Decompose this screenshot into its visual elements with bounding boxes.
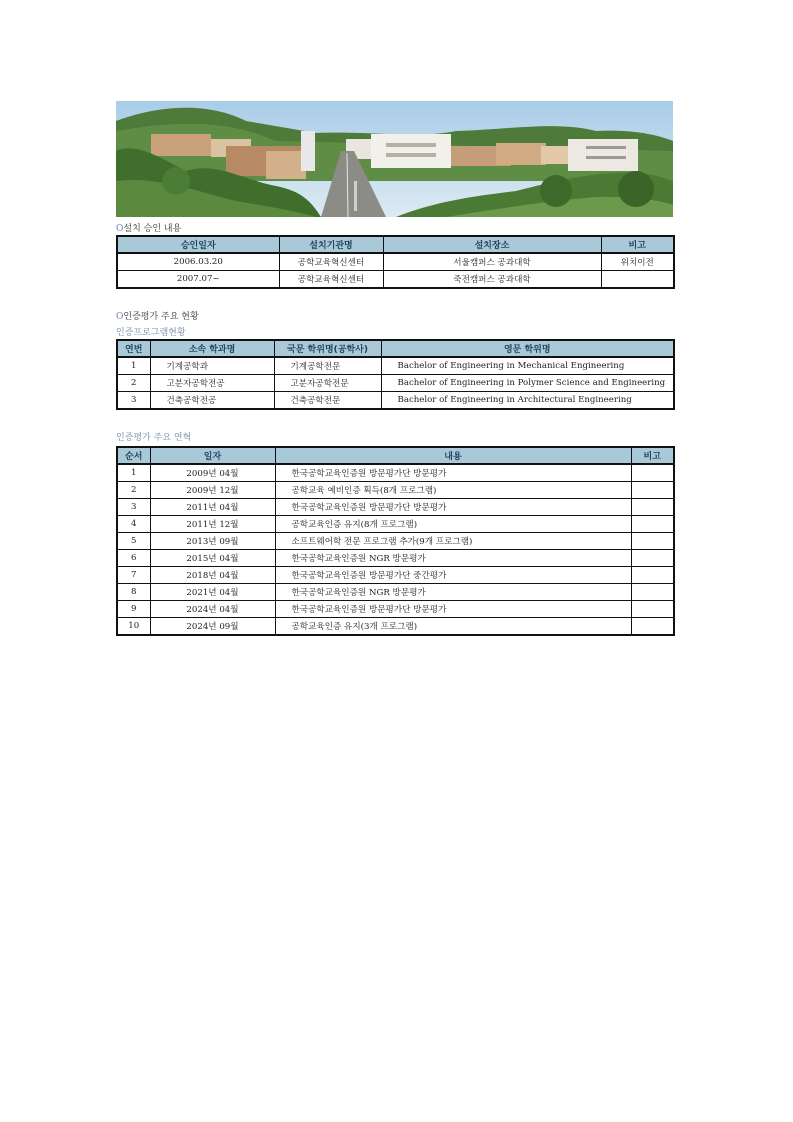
bullet-marker: O — [116, 312, 124, 322]
table-cell: 3 — [117, 392, 150, 410]
table-cell: 공학교육 예비인증 획득(8개 프로그램) — [275, 482, 631, 499]
column-header: 영문 학위명 — [381, 340, 674, 357]
table-cell: 9 — [117, 601, 150, 618]
table-row — [117, 499, 674, 516]
column-header: 순서 — [117, 447, 150, 464]
section1-caption — [116, 223, 673, 235]
table-cell: 공학교육인증 유지(8개 프로그램) — [275, 516, 631, 533]
column-header: 내용 — [275, 447, 631, 464]
certified-programs-table — [116, 339, 675, 410]
table-row — [117, 392, 674, 410]
table-cell: 공학교육혁신센터 — [279, 253, 383, 271]
column-header: 연번 — [117, 340, 150, 357]
table-cell — [631, 567, 674, 584]
table-cell: 건축공학전공 — [150, 392, 274, 410]
table-cell: 2018년 04월 — [150, 567, 275, 584]
table-cell: 2 — [117, 375, 150, 392]
section3-title: 인증평가 주요 연혁 — [116, 433, 192, 443]
table-cell: 1 — [117, 464, 150, 482]
bullet-marker: O — [116, 224, 124, 234]
table-cell — [631, 516, 674, 533]
table-cell — [631, 618, 674, 636]
table-cell: 2011년 04월 — [150, 499, 275, 516]
column-header: 소속 학과명 — [150, 340, 274, 357]
section2-subtitle: 인증프로그램현황 — [116, 328, 186, 338]
table-cell: 2006.03.20 — [117, 253, 279, 271]
table-cell: 공학교육인증 유지(3개 프로그램) — [275, 618, 631, 636]
table-cell: 한국공학교육인증원 방문평가단 중간평가 — [275, 567, 631, 584]
table-cell: 2024년 09월 — [150, 618, 275, 636]
table-cell: 한국공학교육인증원 방문평가단 방문평가 — [275, 601, 631, 618]
table-cell: 4 — [117, 516, 150, 533]
table-cell: 2009년 04월 — [150, 464, 275, 482]
table-row — [117, 601, 674, 618]
table-cell: 기계공학과 — [150, 357, 274, 375]
table-cell: 고분자공학전문 — [274, 375, 381, 392]
table-cell: 8 — [117, 584, 150, 601]
table-cell — [631, 584, 674, 601]
table-cell: 2011년 12월 — [150, 516, 275, 533]
section2-caption — [116, 311, 673, 323]
table-cell: 2009년 12월 — [150, 482, 275, 499]
table-cell: 5 — [117, 533, 150, 550]
table-row — [117, 584, 674, 601]
table-cell: 2013년 09월 — [150, 533, 275, 550]
table-cell — [631, 482, 674, 499]
table-cell: 고분자공학전공 — [150, 375, 274, 392]
table-row — [117, 271, 674, 289]
table-cell: Bachelor of Engineering in Architectural Engineering — [381, 392, 674, 410]
table-row — [117, 533, 674, 550]
table-cell: 건축공학전문 — [274, 392, 381, 410]
table-cell — [631, 550, 674, 567]
table-row — [117, 550, 674, 567]
section2-title: 인증평가 주요 현황 — [123, 312, 199, 322]
table-cell: 한국공학교육인증원 방문평가단 방문평가 — [275, 499, 631, 516]
installation-approval-table — [116, 235, 675, 289]
table-cell: 위치이전 — [601, 253, 674, 271]
certification-history-table — [116, 446, 675, 636]
table-header-row — [117, 236, 674, 253]
table-cell — [631, 601, 674, 618]
column-header: 설치기관명 — [279, 236, 383, 253]
section1-title: 설치 승인 내용 — [123, 224, 182, 234]
column-header: 승인일자 — [117, 236, 279, 253]
table-header-row — [117, 340, 674, 357]
table-cell: 7 — [117, 567, 150, 584]
column-header: 설치장소 — [383, 236, 601, 253]
table-cell: 2 — [117, 482, 150, 499]
table-row — [117, 253, 674, 271]
table-cell: 2007.07~ — [117, 271, 279, 289]
table-cell: 3 — [117, 499, 150, 516]
table-header-row — [117, 447, 674, 464]
column-header: 일자 — [150, 447, 275, 464]
table-cell: 한국공학교육인증원 NGR 방문평가 — [275, 584, 631, 601]
table-row — [117, 567, 674, 584]
table-row — [117, 516, 674, 533]
table-cell: 2021년 04월 — [150, 584, 275, 601]
table-row — [117, 357, 674, 375]
table-cell: 2015년 04월 — [150, 550, 275, 567]
table-cell: 서울캠퍼스 공과대학 — [383, 253, 601, 271]
column-header: 국문 학위명(공학사) — [274, 340, 381, 357]
column-header: 비고 — [631, 447, 674, 464]
table-cell: 2024년 04월 — [150, 601, 275, 618]
table-row — [117, 464, 674, 482]
table-cell: 기계공학전문 — [274, 357, 381, 375]
history-rows — [117, 464, 674, 635]
table-cell — [601, 271, 674, 289]
table-row — [117, 618, 674, 636]
table-cell: Bachelor of Engineering in Polymer Science and Engineering — [381, 375, 674, 392]
document-body — [116, 101, 673, 636]
table-cell — [631, 499, 674, 516]
table-cell: 공학교육혁신센터 — [279, 271, 383, 289]
table-cell: 1 — [117, 357, 150, 375]
table-cell: 10 — [117, 618, 150, 636]
table-cell: 소프트웨어학 전문 프로그램 추가(9개 프로그램) — [275, 533, 631, 550]
table-cell: 한국공학교육인증원 NGR 방문평가 — [275, 550, 631, 567]
table-row — [117, 375, 674, 392]
column-header: 비고 — [601, 236, 674, 253]
table-cell: Bachelor of Engineering in Mechanical Engineering — [381, 357, 674, 375]
table-cell: 6 — [117, 550, 150, 567]
table-cell: 한국공학교육인증원 방문평가단 방문평가 — [275, 464, 631, 482]
campus-photo — [116, 101, 673, 217]
table-cell — [631, 464, 674, 482]
table-row — [117, 482, 674, 499]
table-cell: 죽전캠퍼스 공과대학 — [383, 271, 601, 289]
table-cell — [631, 533, 674, 550]
